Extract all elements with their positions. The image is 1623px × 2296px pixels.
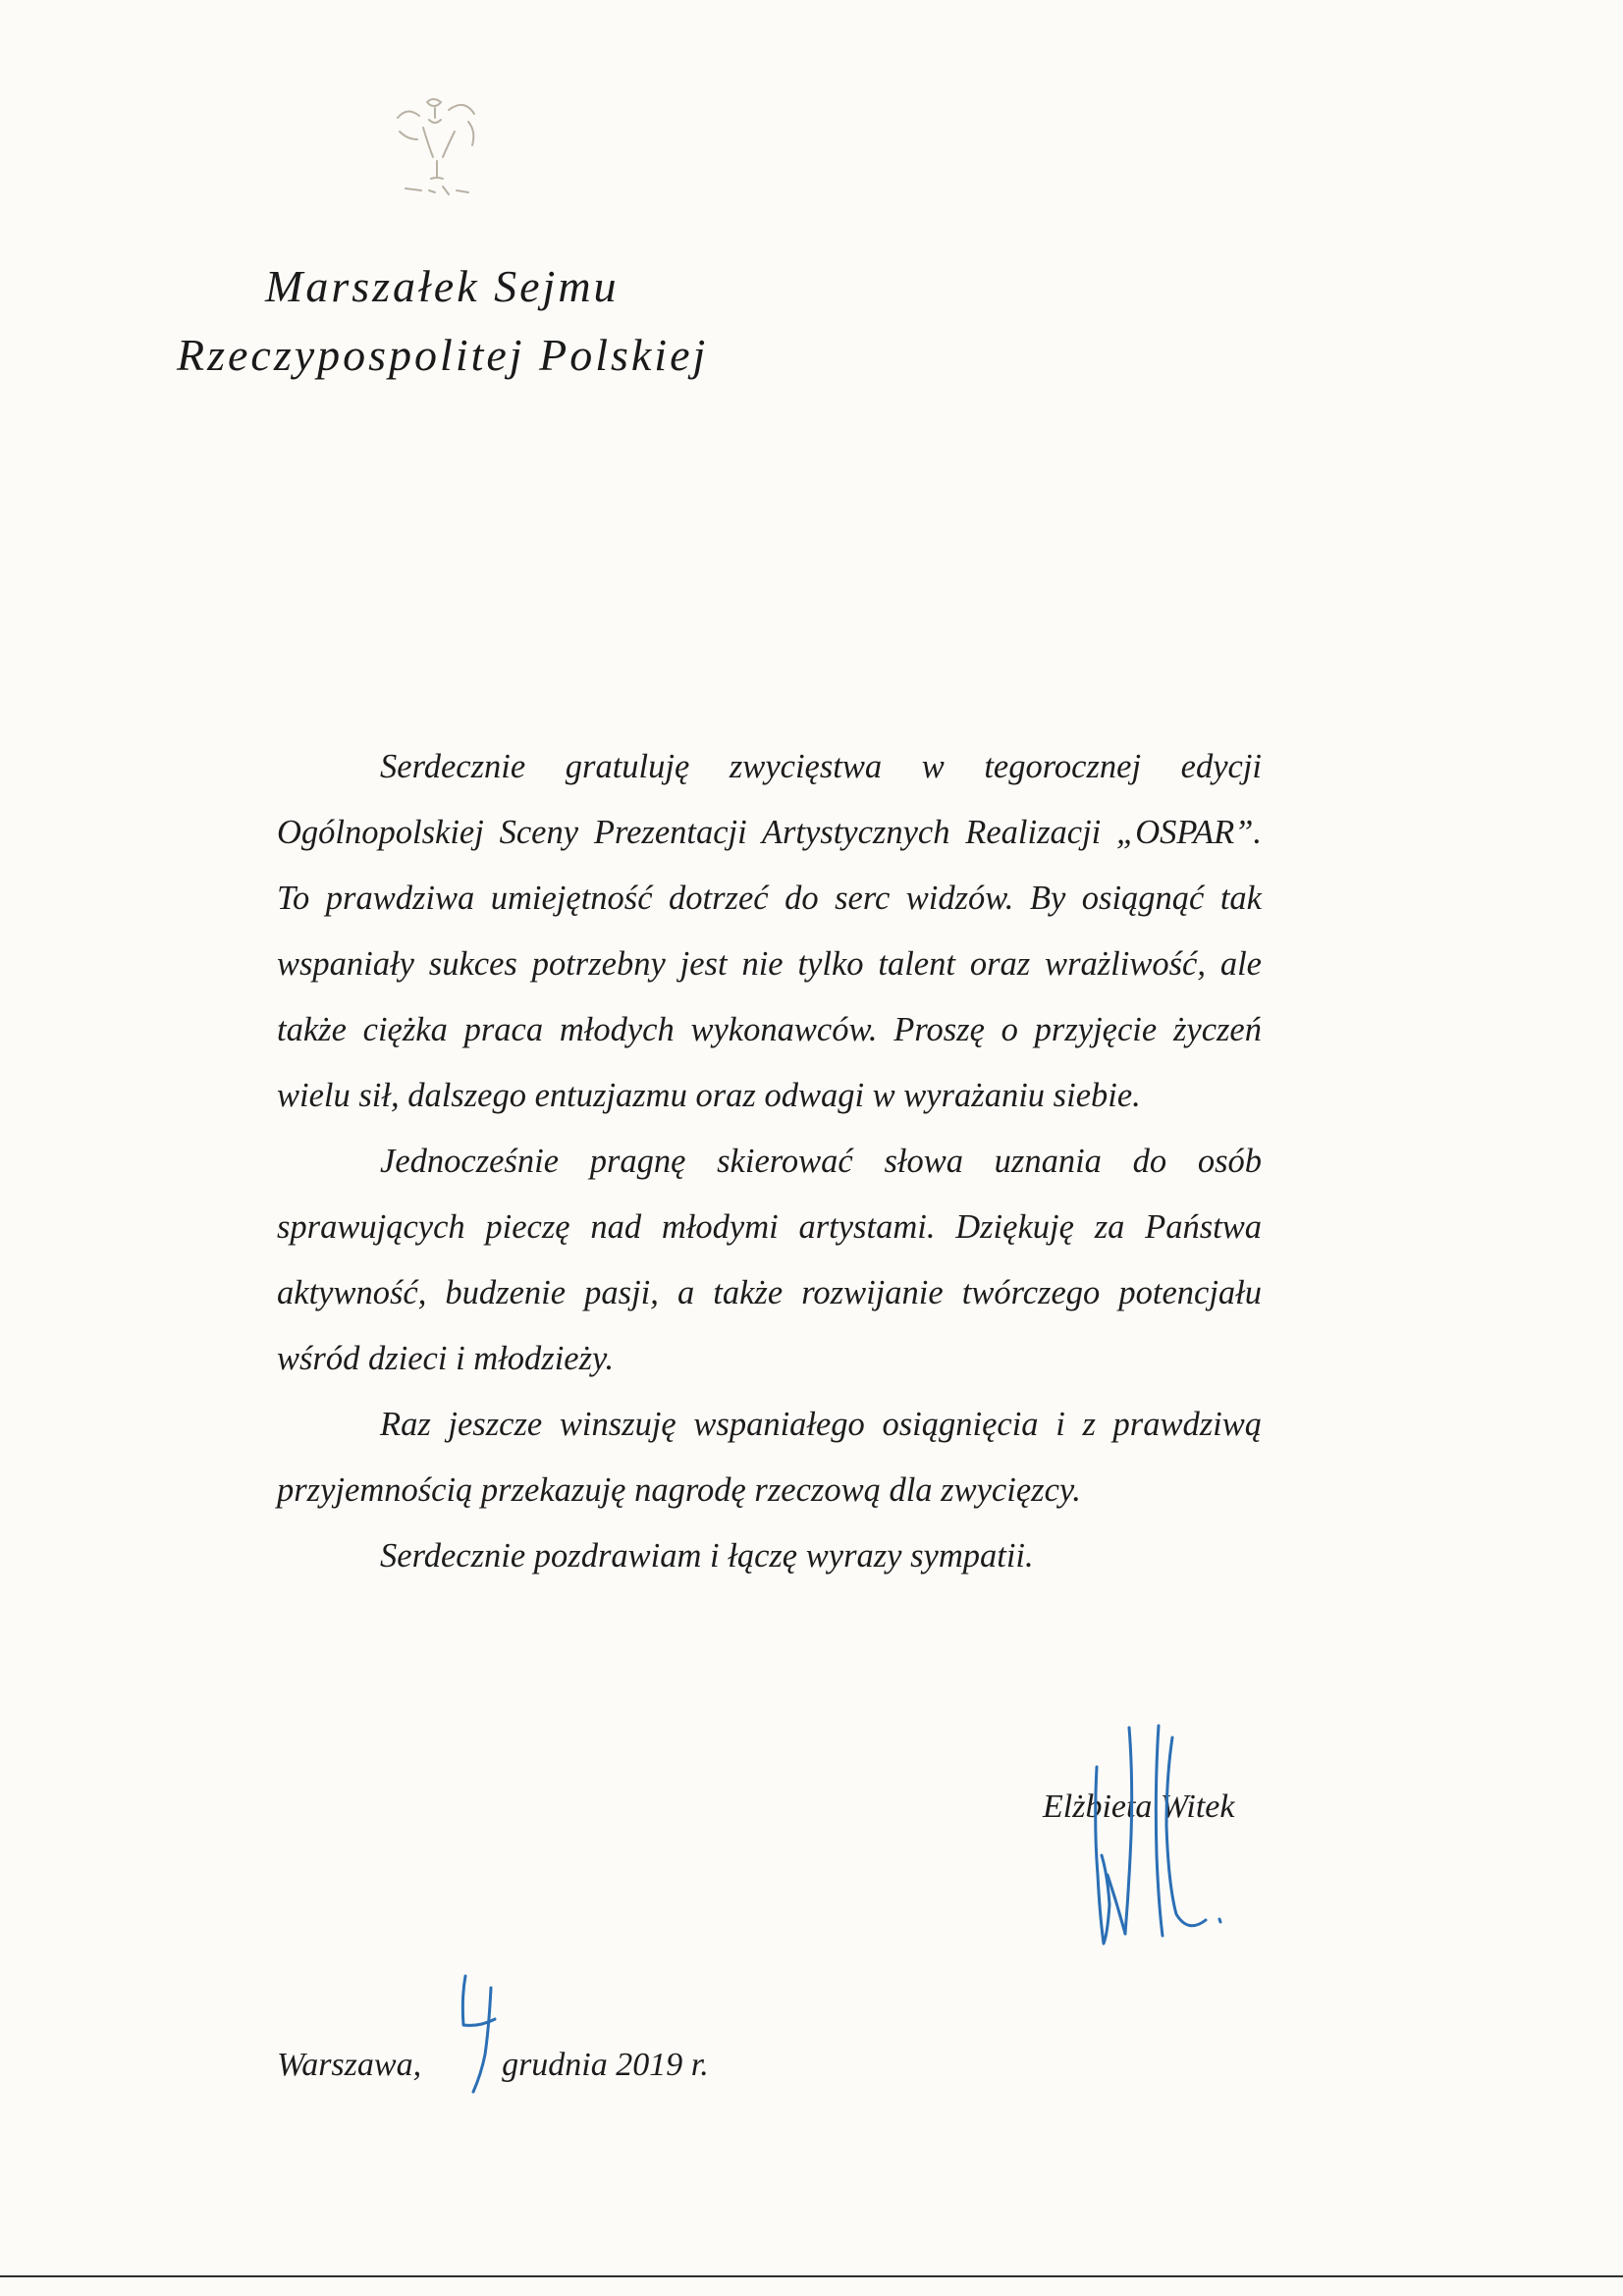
letterhead-title: Marszałek Sejmu: [265, 261, 620, 311]
paragraph: Jednocześnie pragnę skierować słowa uznania do osób sprawujących pieczę nad młodymi artystami. Dziękuję za Państwa aktywność, budzenie pasji, a także rozwijanie twórczego potencjału wśród dzieci i młodzieży.: [277, 1143, 1262, 1377]
handwritten-date-day: [450, 1968, 509, 2096]
paragraph: Raz jeszcze winszuję wspaniałego osiągnięcia i z prawdziwą przyjemnością przekazuję nagrodę rzeczową dla zwycięzcy.: [277, 1406, 1262, 1509]
paragraph: Serdecznie gratuluję zwycięstwa w tegorocznej edycji Ogólnopolskiej Sceny Prezentacji Artystycznych Realizacji „OSPAR”. To prawdziwa umiejętność dotrzeć do serc widzów. By osiągnąć tak wspaniały sukces potrzebny jest nie tylko talent oraz wrażliwość, ale także ciężka praca młodych wykonawców. Proszę o przyjęcie życzeń wielu sił, dalszego entuzjazmu oraz odwagi w wyrażaniu siebie.: [277, 748, 1262, 1114]
handwritten-signature: [1060, 1708, 1257, 1983]
signatory-name: Elżbieta Witek: [1043, 1789, 1235, 1825]
date-place: Warszawa,: [277, 2047, 422, 2083]
date-month-year: grudnia 2019 r.: [502, 2047, 709, 2083]
page-bottom-edge: [0, 2275, 1623, 2277]
letterhead-subtitle: Rzeczypospolitej Polskiej: [177, 330, 709, 380]
letter-body: [277, 734, 1262, 1589]
emblem-eagle-icon: [378, 88, 506, 216]
paragraph: Serdecznie pozdrawiam i łączę wyrazy sympatii.: [380, 1537, 1034, 1575]
